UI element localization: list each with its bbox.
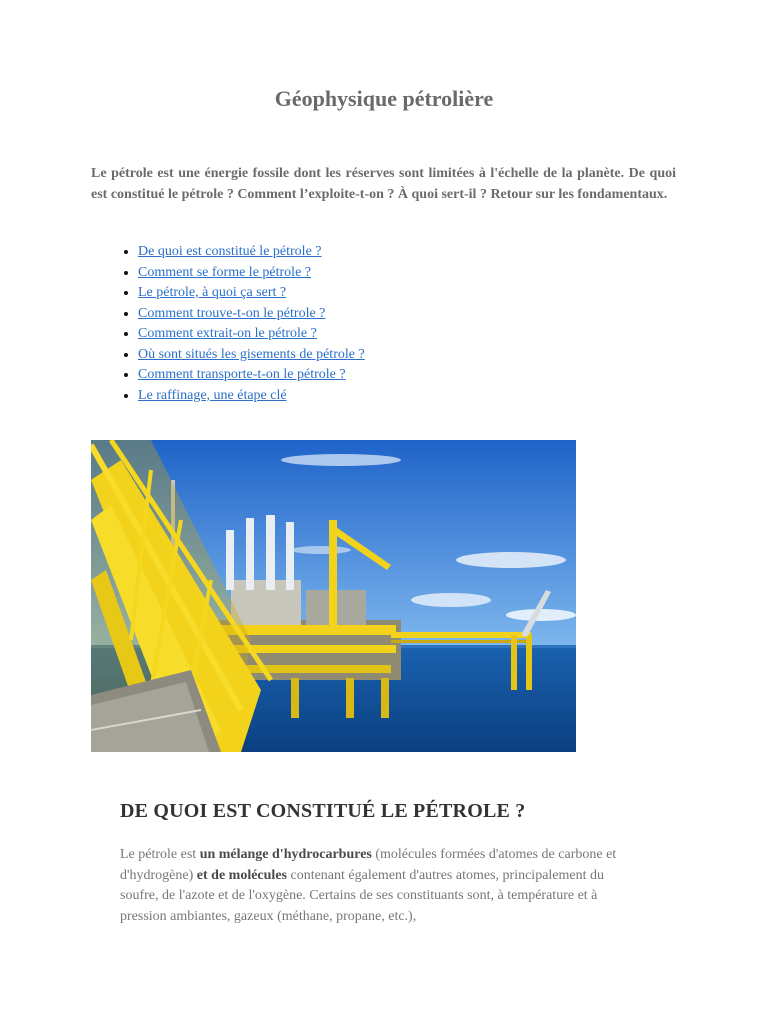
toc-item bbox=[138, 386, 365, 407]
paragraph-bold-text: et de molécules bbox=[196, 867, 287, 883]
toc-item bbox=[138, 304, 365, 325]
toc-item bbox=[138, 365, 365, 386]
paragraph-text: (molécules formées d'atomes de carbone et d'hydrogène) bbox=[120, 847, 617, 883]
toc-link-transport[interactable]: Comment transporte-t-on le pétrole ? bbox=[138, 367, 346, 382]
toc-link-composition[interactable]: De quoi est constitué le pétrole ? bbox=[138, 244, 322, 259]
table-of-contents bbox=[91, 242, 365, 406]
toc-link-usage[interactable]: Le pétrole, à quoi ça sert ? bbox=[138, 285, 287, 300]
toc-item bbox=[138, 242, 365, 263]
toc-link-refining[interactable]: Le raffinage, une étape clé bbox=[138, 387, 287, 403]
toc-link-deposits[interactable]: Où sont situés les gisements de pétrole ? bbox=[138, 346, 365, 362]
offshore-platform-photo bbox=[91, 440, 576, 752]
toc-link-extraction[interactable]: Comment extrait-on le pétrole ? bbox=[138, 326, 317, 341]
toc-link-discovery[interactable]: Comment trouve-t-on le pétrole ? bbox=[138, 305, 326, 321]
paragraph-text: contenant également d'autres atomes, principalement du soufre, de l'azote et de l'oxygène. Certains de ses constituants sont, à température et à pression ambiantes, gazeux (méthane, propane, etc.), bbox=[120, 867, 605, 924]
paragraph-bold-text: un mélange d'hydrocarbures bbox=[199, 847, 372, 862]
section-paragraph bbox=[120, 845, 620, 927]
toc-item bbox=[138, 324, 365, 345]
toc-link-formation[interactable]: Comment se forme le pétrole ? bbox=[138, 264, 311, 280]
section-heading: DE QUOI EST CONSTITUÉ LE PÉTROLE ? bbox=[120, 800, 526, 822]
paragraph-text: Le pétrole est bbox=[120, 847, 200, 862]
toc-item bbox=[138, 283, 365, 304]
toc-item bbox=[138, 263, 365, 284]
page-title: Géophysique pétrolière bbox=[274, 86, 494, 111]
toc-item bbox=[138, 345, 365, 366]
intro-paragraph: Le pétrole est une énergie fossile dont les réserves sont limitées à l'échelle de la planète. De quoi est constitué le pétrole ? Comment l’exploite-t-on ? À quoi sert-il ? Retour sur les fondamentaux. bbox=[91, 166, 676, 202]
